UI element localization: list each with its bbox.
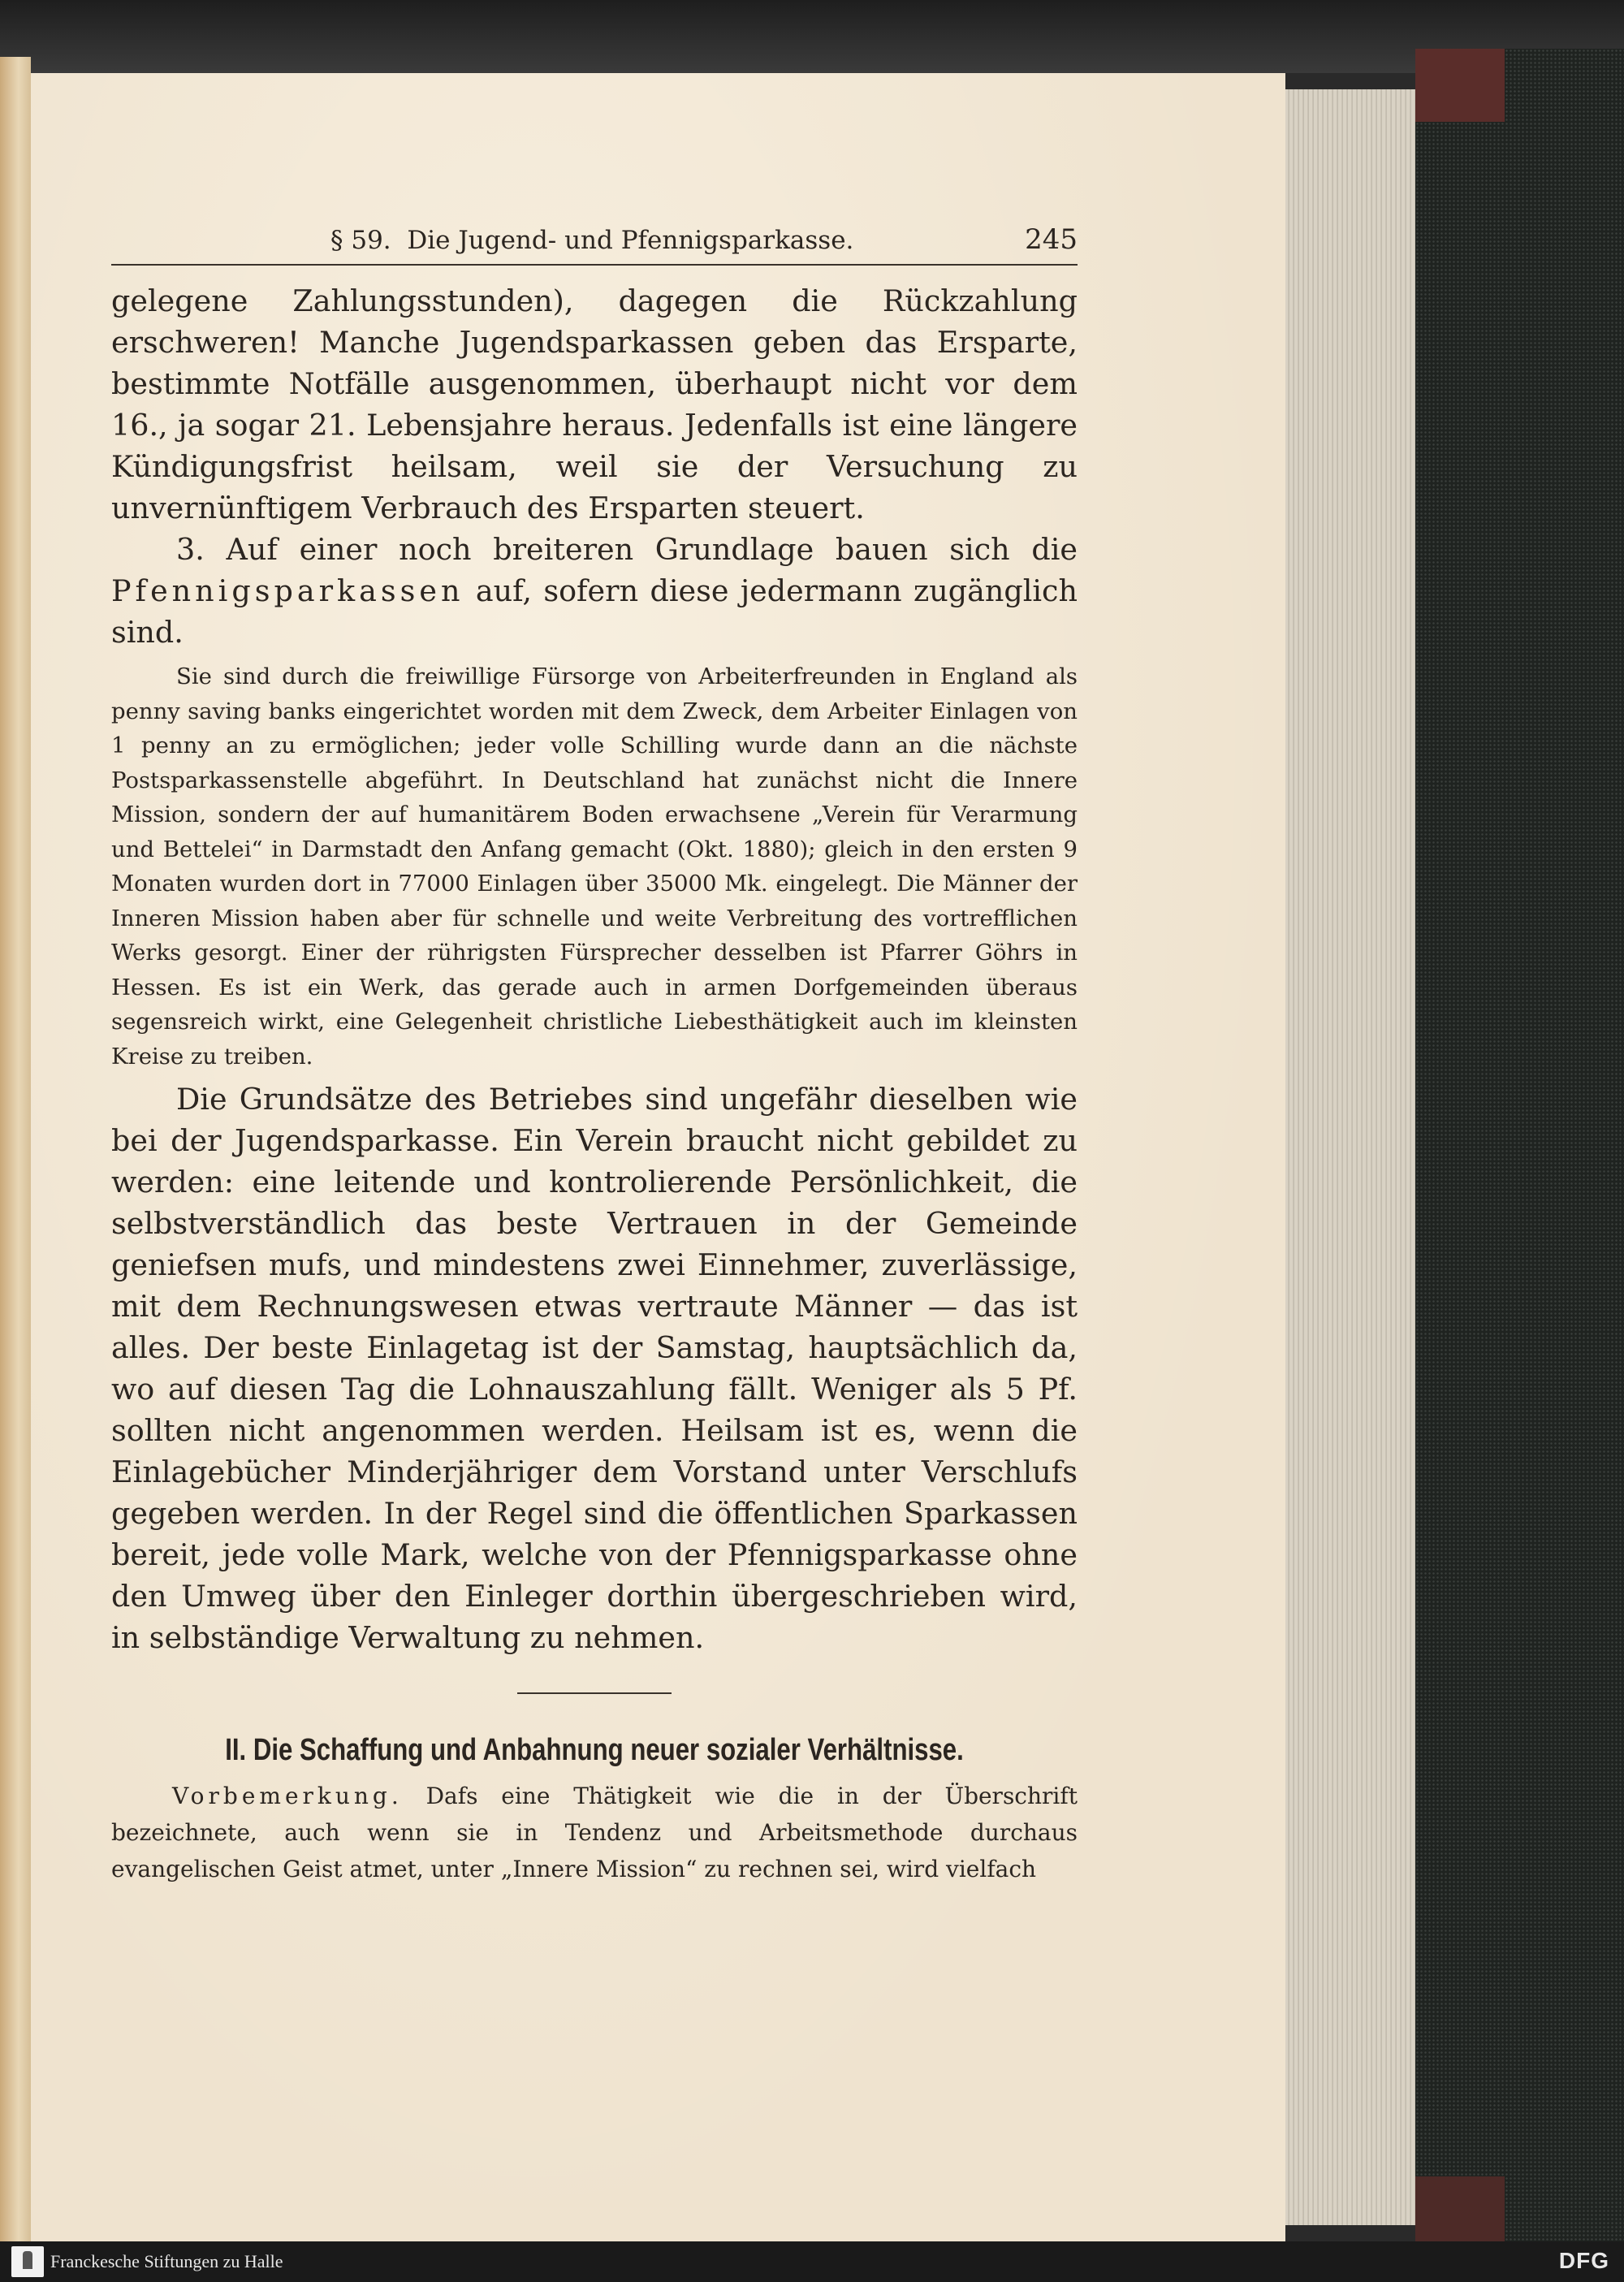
page-number: 245 (1025, 223, 1078, 256)
prefatory-label: Vorbemerkung. (172, 1783, 403, 1809)
prefatory-text: Dafs eine Thätigkeit wie die in der Überschrift bezeichnete, auch wenn sie in Tendenz und Arbeitsmethode durchaus evangelischen Geist atmet, unter „Innere Mission“ zu rechnen sei, wird vielfach (111, 1783, 1078, 1882)
cover-corner-bottom (1415, 2176, 1505, 2241)
small-print-note: Sie sind durch die freiwillige Fürsorge von Arbeiterfreunden in England als penny saving banks eingerichtet worden mit dem Zweck, dem Arbeiter Einlagen von 1 penny an zu ermöglichen; jeder volle Schilling wurde dann an die nächste Postsparkassenstelle abgeführt. In Deutschland hat zunächst nicht die Innere Mission, sondern der auf humanitärem Boden erwachsene „Verein für Verarmung und Bettelei“ in Darmstadt den Anfang gemacht (Okt. 1880); gleich in den ersten 9 Monaten wurden dort in 77000 Einlagen über 35000 Mk. eingelegt. Die Männer der Inneren Mission haben aber für schnelle und weite Verbreitung des vortrefflichen Werks gesorgt. Einer der rührigsten Fürsprecher desselben ist Pfarrer Göhrs in Hessen. Es ist ein Werk, das gerade auch in armen Dorfgemeinden überaus segensreich wirkt, eine Gelegenheit christliche Liebesthätigkeit auch im kleinsten Kreise zu treiben. (111, 663, 1078, 1070)
running-header (111, 223, 1078, 266)
paragraph-2 (111, 529, 1078, 653)
dfg-logo: DFG (1558, 2248, 1609, 2273)
paragraph-2-rest: auf, sofern diese jedermann zugänglich sind. (111, 573, 1078, 650)
chapter-title: Die Jugend- und Pfennigsparkasse. (407, 226, 854, 255)
header-title (330, 226, 853, 255)
footer-institution: Franckesche Stiftungen zu Halle (50, 2251, 283, 2271)
book-cover (1415, 49, 1624, 2241)
scan-background-top (0, 0, 1624, 73)
cover-corner-top (1415, 49, 1505, 122)
binding-gutter (0, 57, 31, 2241)
section-number: § 59. (330, 226, 391, 255)
paragraph-2-intro: 3. Auf einer noch breiteren Grundlage bauen sich die (176, 532, 1078, 567)
section-heading: II. Die Schaffung und Anbahnung neuer sozialer Verhältnisse. (225, 1733, 964, 1767)
section-divider (517, 1692, 672, 1694)
paragraph-3: Die Grundsätze des Betriebes sind ungefähr dieselben wie bei der Jugendsparkasse. Ein Verein braucht nicht gebildet zu werden: eine leitende und kontrolierende Persönlichkeit, die selbstverständlich das beste Vertrauen in der Gemeinde geniefsen mufs, und mindestens zwei Einnehmer, zuverlässige, mit dem Rechnungswesen etwas vertraute Männer — das ist alles. Der beste Einlagetag ist der Samstag, hauptsächlich da, wo auf diesen Tag die Lohnauszahlung fällt. Weniger als 5 Pf. sollten nicht angenommen werden. Heilsam ist es, wenn die Einlagebücher Minderjähriger dem Vorstand unter Verschlufs gegeben werden. In der Regel sind die öffentlichen Sparkassen bereit, jede volle Mark, welche von der Pfennigsparkasse ohne den Umweg über den Einleger dorthin übergeschrieben wird, in selbständige Verwaltung zu nehmen. (111, 1082, 1078, 1655)
page-content (111, 223, 1078, 1887)
page-edges (1285, 89, 1415, 2225)
paragraph-1: gelegene Zahlungsstunden), dagegen die Rückzahlung erschweren! Manche Jugendsparkassen geben das Ersparte, bestimmte Notfälle ausgenommen, überhaupt nicht vor dem 16., ja sogar 21. Lebensjahre heraus. Jedenfalls ist eine längere Kündigungsfrist heilsam, weil sie der Versuchung zu unvernünftigem Verbrauch des Ersparten steuert. (111, 283, 1078, 525)
pfennigsparkassen-term: Pfennigsparkassen (111, 573, 464, 608)
prefatory-note (111, 1778, 1078, 1887)
institution-logo-icon (11, 2246, 44, 2277)
